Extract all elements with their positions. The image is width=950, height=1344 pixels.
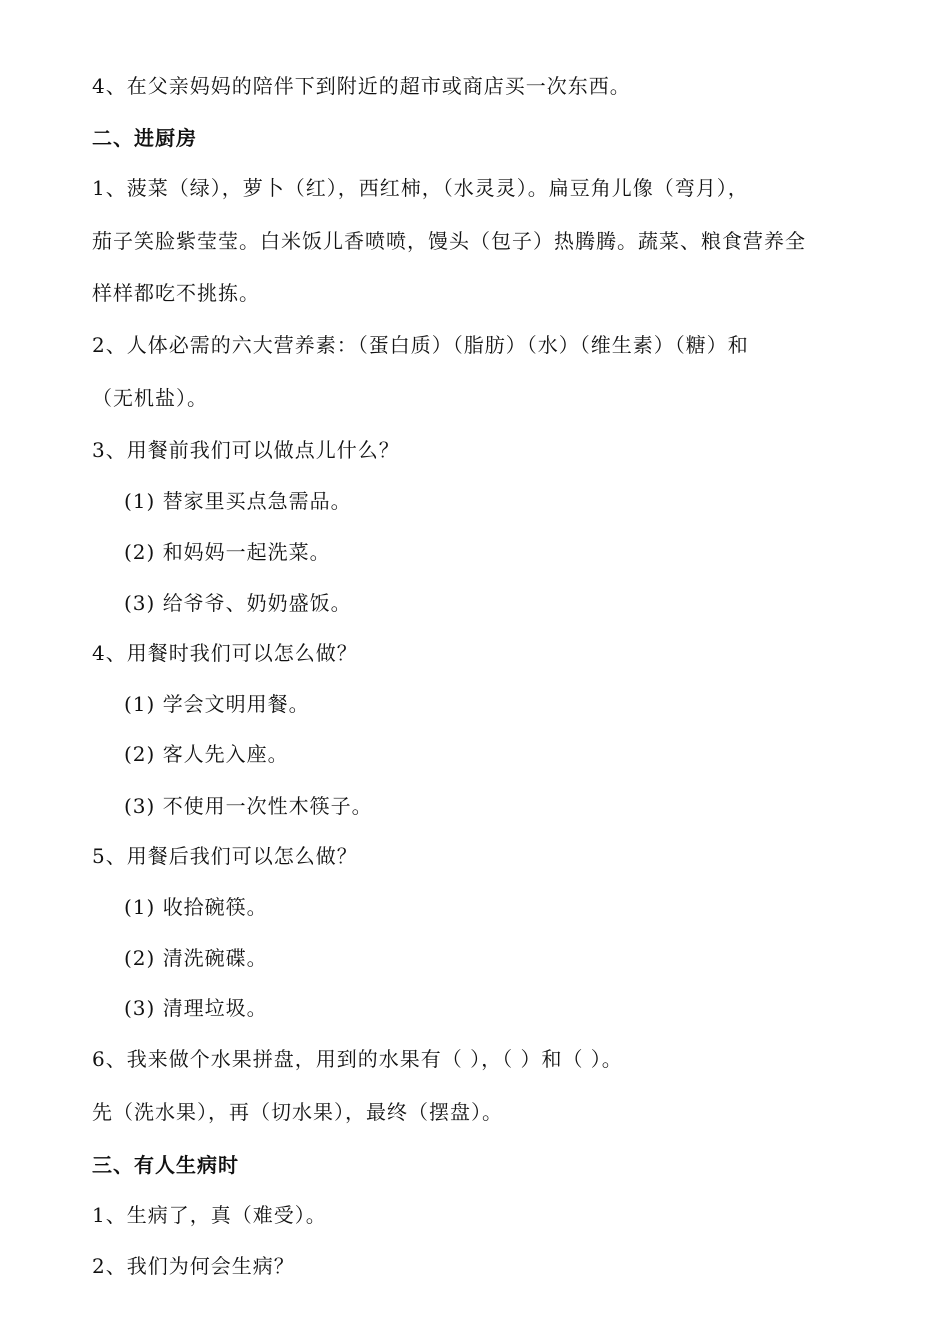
list-item: (2) 和妈妈一起洗菜。 bbox=[124, 540, 331, 564]
text-line: 6、我来做个水果拼盘，用到的水果有（ ），（ ）和（ ）。 bbox=[92, 1047, 623, 1071]
list-item: (1) 收拾碗筷。 bbox=[124, 895, 268, 919]
question-line: 3、用餐前我们可以做点儿什么？ bbox=[92, 438, 400, 462]
text-line: 4、在父亲妈妈的陪伴下到附近的超市或商店买一次东西。 bbox=[92, 74, 631, 98]
text-line: 1、菠菜（绿），萝卜（红），西红柿，（水灵灵）。扁豆角儿像（弯月）， bbox=[92, 176, 749, 200]
list-item: (1) 学会文明用餐。 bbox=[124, 692, 310, 716]
text-line: 先（洗水果），再（切水果），最终（摆盘）。 bbox=[92, 1100, 503, 1124]
section-heading: 二、进厨房 bbox=[92, 126, 197, 150]
list-item: (3) 不使用一次性木筷子。 bbox=[124, 794, 373, 818]
text-line: 1、生病了，真（难受）。 bbox=[92, 1203, 327, 1227]
list-item: (3) 给爷爷、奶奶盛饭。 bbox=[124, 591, 352, 615]
list-item: (1) 替家里买点急需品。 bbox=[124, 489, 352, 513]
text-line: 茄子笑脸紫莹莹。白米饭儿香喷喷，馒头（包子）热腾腾。蔬菜、粮食营养全 bbox=[92, 229, 806, 253]
text-line: 2、人体必需的六大营养素：（蛋白质）（脂肪）（水）（维生素）（糖）和 bbox=[92, 333, 749, 357]
question-line: 4、用餐时我们可以怎么做？ bbox=[92, 641, 358, 665]
text-line: （无机盐）。 bbox=[92, 386, 208, 410]
list-item: (2) 客人先入座。 bbox=[124, 742, 289, 766]
question-line: 2、我们为何会生病？ bbox=[92, 1254, 295, 1278]
text-line: 样样都吃不挑拣。 bbox=[92, 281, 260, 305]
list-item: (2) 清洗碗碟。 bbox=[124, 946, 268, 970]
question-line: 5、用餐后我们可以怎么做？ bbox=[92, 844, 358, 868]
section-heading: 三、有人生病时 bbox=[92, 1153, 239, 1177]
list-item: (3) 清理垃圾。 bbox=[124, 996, 268, 1020]
